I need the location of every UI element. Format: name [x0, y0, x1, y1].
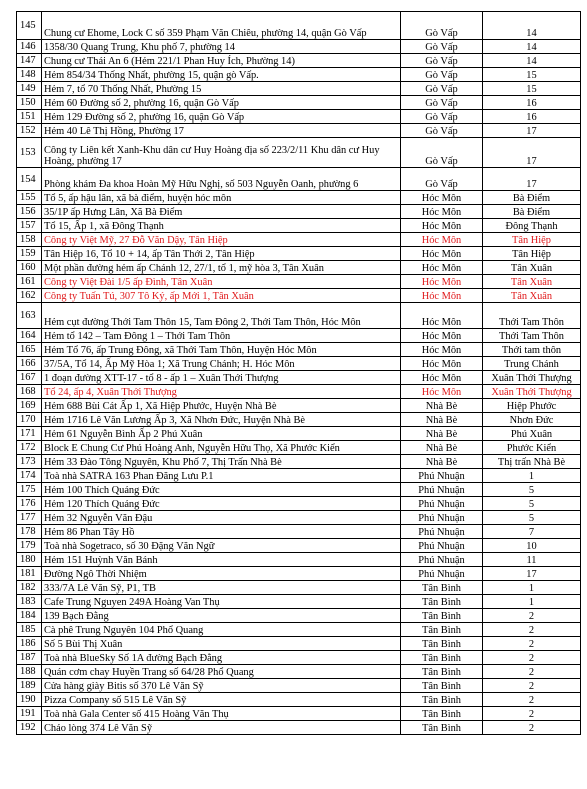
address-cell: Hẻm 40 Lê Thị Hồng, Phường 17 — [42, 124, 401, 138]
table-row — [17, 275, 581, 289]
row-number: 150 — [17, 96, 42, 110]
district-cell: Hóc Môn — [401, 371, 483, 385]
district-cell: Gò Vấp — [401, 96, 483, 110]
address-cell: 1 đoạn đường XTT-17 - tổ 8 - ấp 1 – Xuân Thới Thượng — [42, 371, 401, 385]
district-cell: Phú Nhuận — [401, 539, 483, 553]
address-cell: Block E Chung Cư Phú Hoàng Anh, Nguyễn Hữu Thọ, Xã Phước Kiển — [42, 441, 401, 455]
ward-cell: Tân Hiệp — [483, 247, 581, 261]
address-cell: 37/5A, Tổ 14, Ấp Mỹ Hòa 1; Xã Trung Chánh; H. Hóc Môn — [42, 357, 401, 371]
district-cell: Tân Bình — [401, 693, 483, 707]
address-cell: Hẻm 86 Phan Tây Hồ — [42, 525, 401, 539]
table-row — [17, 54, 581, 68]
table-row — [17, 707, 581, 721]
ward-cell: 5 — [483, 511, 581, 525]
address-cell: Chung cư Ehome, Lock C số 359 Phạm Văn Chiêu, phường 14, quận Gò Vấp — [42, 12, 401, 40]
address-cell: 139 Bạch Đằng — [42, 609, 401, 623]
table-row — [17, 40, 581, 54]
address-cell: Hẻm 32 Nguyễn Văn Đậu — [42, 511, 401, 525]
ward-cell: 2 — [483, 609, 581, 623]
district-cell: Hóc Môn — [401, 275, 483, 289]
table-row — [17, 289, 581, 303]
ward-cell: Phú Xuân — [483, 427, 581, 441]
table-row — [17, 343, 581, 357]
district-cell: Hóc Môn — [401, 261, 483, 275]
district-cell: Gò Vấp — [401, 40, 483, 54]
table-row — [17, 413, 581, 427]
ward-cell: 17 — [483, 567, 581, 581]
table-row — [17, 68, 581, 82]
district-cell: Phú Nhuận — [401, 469, 483, 483]
address-cell: Công ty Tuấn Tú, 307 Tô Ký, ấp Mới 1, Tân Xuân — [42, 289, 401, 303]
address-cell: Chung cư Thái An 6 (Hẻm 221/1 Phan Huy Ích, Phường 14) — [42, 54, 401, 68]
row-number: 176 — [17, 497, 42, 511]
district-cell: Tân Bình — [401, 707, 483, 721]
row-number: 187 — [17, 651, 42, 665]
row-number: 169 — [17, 399, 42, 413]
row-number: 162 — [17, 289, 42, 303]
row-number: 184 — [17, 609, 42, 623]
district-cell: Gò Vấp — [401, 138, 483, 168]
table-row — [17, 357, 581, 371]
district-cell: Nhà Bè — [401, 427, 483, 441]
row-number: 182 — [17, 581, 42, 595]
row-number: 152 — [17, 124, 42, 138]
ward-cell: Hiệp Phước — [483, 399, 581, 413]
ward-cell: 16 — [483, 110, 581, 124]
row-number: 159 — [17, 247, 42, 261]
district-cell: Hóc Môn — [401, 191, 483, 205]
district-cell: Phú Nhuận — [401, 567, 483, 581]
address-cell: 1358/30 Quang Trung, Khu phố 7, phường 14 — [42, 40, 401, 54]
district-cell: Hóc Môn — [401, 303, 483, 329]
ward-cell: 2 — [483, 707, 581, 721]
row-number: 173 — [17, 455, 42, 469]
address-cell: Hẻm 120 Thích Quảng Đức — [42, 497, 401, 511]
district-cell: Tân Bình — [401, 581, 483, 595]
district-cell: Hóc Môn — [401, 289, 483, 303]
ward-cell: Tân Xuân — [483, 275, 581, 289]
district-cell: Tân Bình — [401, 609, 483, 623]
table-row — [17, 205, 581, 219]
address-cell: Tổ 15, Ấp 1, xã Đông Thạnh — [42, 219, 401, 233]
ward-cell: 2 — [483, 693, 581, 707]
address-cell: Tổ 24, ấp 4, Xuân Thới Thượng — [42, 385, 401, 399]
ward-cell: Bà Điểm — [483, 205, 581, 219]
ward-cell: 11 — [483, 553, 581, 567]
row-number: 155 — [17, 191, 42, 205]
row-number: 145 — [17, 12, 42, 40]
address-cell: Một phần đường hẻm ấp Chánh 12, 27/1, tổ 1, mỹ hòa 3, Tân Xuân — [42, 261, 401, 275]
district-cell: Hóc Môn — [401, 329, 483, 343]
ward-cell: Thới tam thôn — [483, 343, 581, 357]
table-row — [17, 385, 581, 399]
ward-cell: Nhơn Đức — [483, 413, 581, 427]
ward-cell: Tân Xuân — [483, 261, 581, 275]
row-number: 154 — [17, 168, 42, 191]
ward-cell: Trung Chánh — [483, 357, 581, 371]
address-cell: Toà nhà Gala Center số 415 Hoàng Văn Thụ — [42, 707, 401, 721]
district-cell: Hóc Môn — [401, 219, 483, 233]
row-number: 177 — [17, 511, 42, 525]
row-number: 178 — [17, 525, 42, 539]
ward-cell: 1 — [483, 581, 581, 595]
row-number: 180 — [17, 553, 42, 567]
district-cell: Gò Vấp — [401, 82, 483, 96]
address-cell: Cà phê Trung Nguyên 104 Phổ Quang — [42, 623, 401, 637]
table-row — [17, 427, 581, 441]
ward-cell: Tân Xuân — [483, 289, 581, 303]
table-row — [17, 553, 581, 567]
table-row — [17, 168, 581, 191]
district-cell: Hóc Môn — [401, 385, 483, 399]
district-cell: Nhà Bè — [401, 441, 483, 455]
table-row — [17, 721, 581, 735]
ward-cell: Thới Tam Thôn — [483, 303, 581, 329]
table-row — [17, 96, 581, 110]
ward-cell: 2 — [483, 623, 581, 637]
address-cell: Tân Hiệp 16, Tổ 10 + 14, ấp Tân Thới 2, Tân Hiệp — [42, 247, 401, 261]
ward-cell: 7 — [483, 525, 581, 539]
address-cell: Hẻm 33 Đào Tông Nguyên, Khu Phố 7, Thị Trấn Nhà Bè — [42, 455, 401, 469]
address-cell: Hẻm 100 Thích Quảng Đức — [42, 483, 401, 497]
table-body — [17, 12, 581, 735]
ward-cell: 15 — [483, 82, 581, 96]
row-number: 191 — [17, 707, 42, 721]
address-cell: Hẻm 1716 Lê Văn Lương Ấp 3, Xã Nhơn Đức, Huyện Nhà Bè — [42, 413, 401, 427]
address-cell: Hẻm cụt đường Thới Tam Thôn 15, Tam Đông 2, Thới Tam Thôn, Hóc Môn — [42, 303, 401, 329]
table-row — [17, 483, 581, 497]
table-row — [17, 219, 581, 233]
ward-cell: 17 — [483, 138, 581, 168]
table-row — [17, 609, 581, 623]
row-number: 160 — [17, 261, 42, 275]
ward-cell: 2 — [483, 665, 581, 679]
district-cell: Hóc Môn — [401, 343, 483, 357]
table-row — [17, 595, 581, 609]
table-row — [17, 665, 581, 679]
address-cell: Hẻm 60 Đường số 2, phường 16, quận Gò Vấp — [42, 96, 401, 110]
ward-cell: Thới Tam Thôn — [483, 329, 581, 343]
table-row — [17, 371, 581, 385]
location-table — [16, 11, 581, 735]
address-cell: Toà nhà SATRA 163 Phan Đăng Lưu P.1 — [42, 469, 401, 483]
district-cell: Tân Bình — [401, 721, 483, 735]
table-row — [17, 581, 581, 595]
address-cell: Công ty Liên kết Xanh-Khu dân cư Huy Hoàng địa số 223/2/11 Khu dân cư Huy Hoàng, phường 17 — [42, 138, 401, 168]
address-cell: Hẻm 61 Nguyễn Bình Ấp 2 Phú Xuân — [42, 427, 401, 441]
district-cell: Phú Nhuận — [401, 525, 483, 539]
address-cell: Cháo lòng 374 Lê Văn Sỹ — [42, 721, 401, 735]
table-row — [17, 110, 581, 124]
district-cell: Tân Bình — [401, 637, 483, 651]
address-cell: Công ty Việt Đài 1/5 ấp Đình, Tân Xuân — [42, 275, 401, 289]
district-cell: Nhà Bè — [401, 455, 483, 469]
address-cell: Tổ 5, ấp hậu lân, xã bà điểm, huyện hóc môn — [42, 191, 401, 205]
ward-cell: Xuân Thới Thượng — [483, 385, 581, 399]
row-number: 190 — [17, 693, 42, 707]
address-cell: Hẻm Tổ 76, ấp Trung Đông, xã Thới Tam Thôn, Huyện Hóc Môn — [42, 343, 401, 357]
ward-cell: Đông Thạnh — [483, 219, 581, 233]
ward-cell: Thị trấn Nhà Bè — [483, 455, 581, 469]
address-cell: Hẻm 854/34 Thống Nhất, phường 15, quận gò Vấp. — [42, 68, 401, 82]
row-number: 171 — [17, 427, 42, 441]
table-row — [17, 511, 581, 525]
table-row — [17, 124, 581, 138]
district-cell: Gò Vấp — [401, 110, 483, 124]
district-cell: Tân Bình — [401, 665, 483, 679]
row-number: 165 — [17, 343, 42, 357]
row-number: 156 — [17, 205, 42, 219]
district-cell: Tân Bình — [401, 623, 483, 637]
ward-cell: 14 — [483, 40, 581, 54]
table-row — [17, 693, 581, 707]
table-row — [17, 191, 581, 205]
ward-cell: 14 — [483, 54, 581, 68]
district-cell: Nhà Bè — [401, 413, 483, 427]
ward-cell: Phước Kiển — [483, 441, 581, 455]
address-cell: Hẻm 7, tổ 70 Thống Nhất, Phường 15 — [42, 82, 401, 96]
district-cell: Phú Nhuận — [401, 483, 483, 497]
table-row — [17, 82, 581, 96]
district-cell: Phú Nhuận — [401, 511, 483, 525]
ward-cell: Bà Điểm — [483, 191, 581, 205]
row-number: 164 — [17, 329, 42, 343]
table-row — [17, 138, 581, 168]
address-cell: Số 5 Bùi Thị Xuân — [42, 637, 401, 651]
ward-cell: Tân Hiệp — [483, 233, 581, 247]
row-number: 166 — [17, 357, 42, 371]
district-cell: Hóc Môn — [401, 233, 483, 247]
ward-cell: 5 — [483, 497, 581, 511]
row-number: 167 — [17, 371, 42, 385]
district-cell: Gò Vấp — [401, 168, 483, 191]
row-number: 158 — [17, 233, 42, 247]
ward-cell: 17 — [483, 168, 581, 191]
address-cell: 35/1P ấp Hưng Lân, Xã Bà Điểm — [42, 205, 401, 219]
address-cell: Phòng khám Đa khoa Hoàn Mỹ Hữu Nghị, số 503 Nguyễn Oanh, phường 6 — [42, 168, 401, 191]
ward-cell: 14 — [483, 12, 581, 40]
address-cell: Toà nhà Sogetraco, số 30 Đặng Văn Ngữ — [42, 539, 401, 553]
address-cell: Hẻm tổ 142 – Tam Đông 1 – Thới Tam Thôn — [42, 329, 401, 343]
ward-cell: Xuân Thới Thượng — [483, 371, 581, 385]
row-number: 175 — [17, 483, 42, 497]
ward-cell: 15 — [483, 68, 581, 82]
ward-cell: 17 — [483, 124, 581, 138]
row-number: 174 — [17, 469, 42, 483]
table-row — [17, 261, 581, 275]
address-cell: Cửa hàng giày Bitis số 370 Lê Văn Sỹ — [42, 679, 401, 693]
address-cell: Quán cơm chay Huyền Trang số 64/28 Phổ Quang — [42, 665, 401, 679]
table-row — [17, 247, 581, 261]
district-cell: Hóc Môn — [401, 205, 483, 219]
row-number: 148 — [17, 68, 42, 82]
ward-cell: 2 — [483, 721, 581, 735]
row-number: 189 — [17, 679, 42, 693]
district-cell: Hóc Môn — [401, 247, 483, 261]
district-cell: Tân Bình — [401, 679, 483, 693]
district-cell: Phú Nhuận — [401, 497, 483, 511]
row-number: 186 — [17, 637, 42, 651]
row-number: 181 — [17, 567, 42, 581]
row-number: 163 — [17, 303, 42, 329]
district-cell: Gò Vấp — [401, 12, 483, 40]
district-cell: Tân Bình — [401, 595, 483, 609]
table-row — [17, 12, 581, 40]
ward-cell: 16 — [483, 96, 581, 110]
row-number: 153 — [17, 138, 42, 168]
ward-cell: 1 — [483, 595, 581, 609]
row-number: 170 — [17, 413, 42, 427]
row-number: 151 — [17, 110, 42, 124]
table-row — [17, 303, 581, 329]
table-row — [17, 651, 581, 665]
address-cell: Cafe Trung Nguyen 249A Hoàng Van Thụ — [42, 595, 401, 609]
row-number: 168 — [17, 385, 42, 399]
row-number: 185 — [17, 623, 42, 637]
table-row — [17, 623, 581, 637]
table-row — [17, 539, 581, 553]
row-number: 192 — [17, 721, 42, 735]
district-cell: Nhà Bè — [401, 399, 483, 413]
ward-cell: 10 — [483, 539, 581, 553]
table-row — [17, 497, 581, 511]
row-number: 161 — [17, 275, 42, 289]
ward-cell: 5 — [483, 483, 581, 497]
table-row — [17, 441, 581, 455]
address-cell: Hẻm 688 Bùi Cát Ấp 1, Xã Hiệp Phước, Huyện Nhà Bè — [42, 399, 401, 413]
district-cell: Hóc Môn — [401, 357, 483, 371]
row-number: 172 — [17, 441, 42, 455]
row-number: 157 — [17, 219, 42, 233]
table-row — [17, 567, 581, 581]
ward-cell: 2 — [483, 651, 581, 665]
row-number: 146 — [17, 40, 42, 54]
table-row — [17, 329, 581, 343]
table-row — [17, 233, 581, 247]
ward-cell: 1 — [483, 469, 581, 483]
district-cell: Gò Vấp — [401, 54, 483, 68]
address-cell: Đường Ngô Thời Nhiệm — [42, 567, 401, 581]
table-row — [17, 637, 581, 651]
row-number: 149 — [17, 82, 42, 96]
address-cell: Hẻm 151 Huỳnh Văn Bánh — [42, 553, 401, 567]
table-row — [17, 469, 581, 483]
table-row — [17, 525, 581, 539]
district-cell: Gò Vấp — [401, 68, 483, 82]
ward-cell: 2 — [483, 679, 581, 693]
address-cell: Hẻm 129 Đường số 2, phường 16, quận Gò Vấp — [42, 110, 401, 124]
row-number: 183 — [17, 595, 42, 609]
address-cell: Pizza Company số 515 Lê Văn Sỹ — [42, 693, 401, 707]
table-row — [17, 679, 581, 693]
address-cell: 333/7A Lê Văn Sỹ, P1, TB — [42, 581, 401, 595]
ward-cell: 2 — [483, 637, 581, 651]
district-cell: Tân Bình — [401, 651, 483, 665]
address-cell: Công ty Việt Mỹ, 27 Đỗ Văn Dậy, Tân Hiệp — [42, 233, 401, 247]
district-cell: Phú Nhuận — [401, 553, 483, 567]
table-row — [17, 455, 581, 469]
address-cell: Toà nhà BlueSky Số 1A đường Bạch Đằng — [42, 651, 401, 665]
row-number: 147 — [17, 54, 42, 68]
district-cell: Gò Vấp — [401, 124, 483, 138]
row-number: 188 — [17, 665, 42, 679]
row-number: 179 — [17, 539, 42, 553]
table-row — [17, 399, 581, 413]
